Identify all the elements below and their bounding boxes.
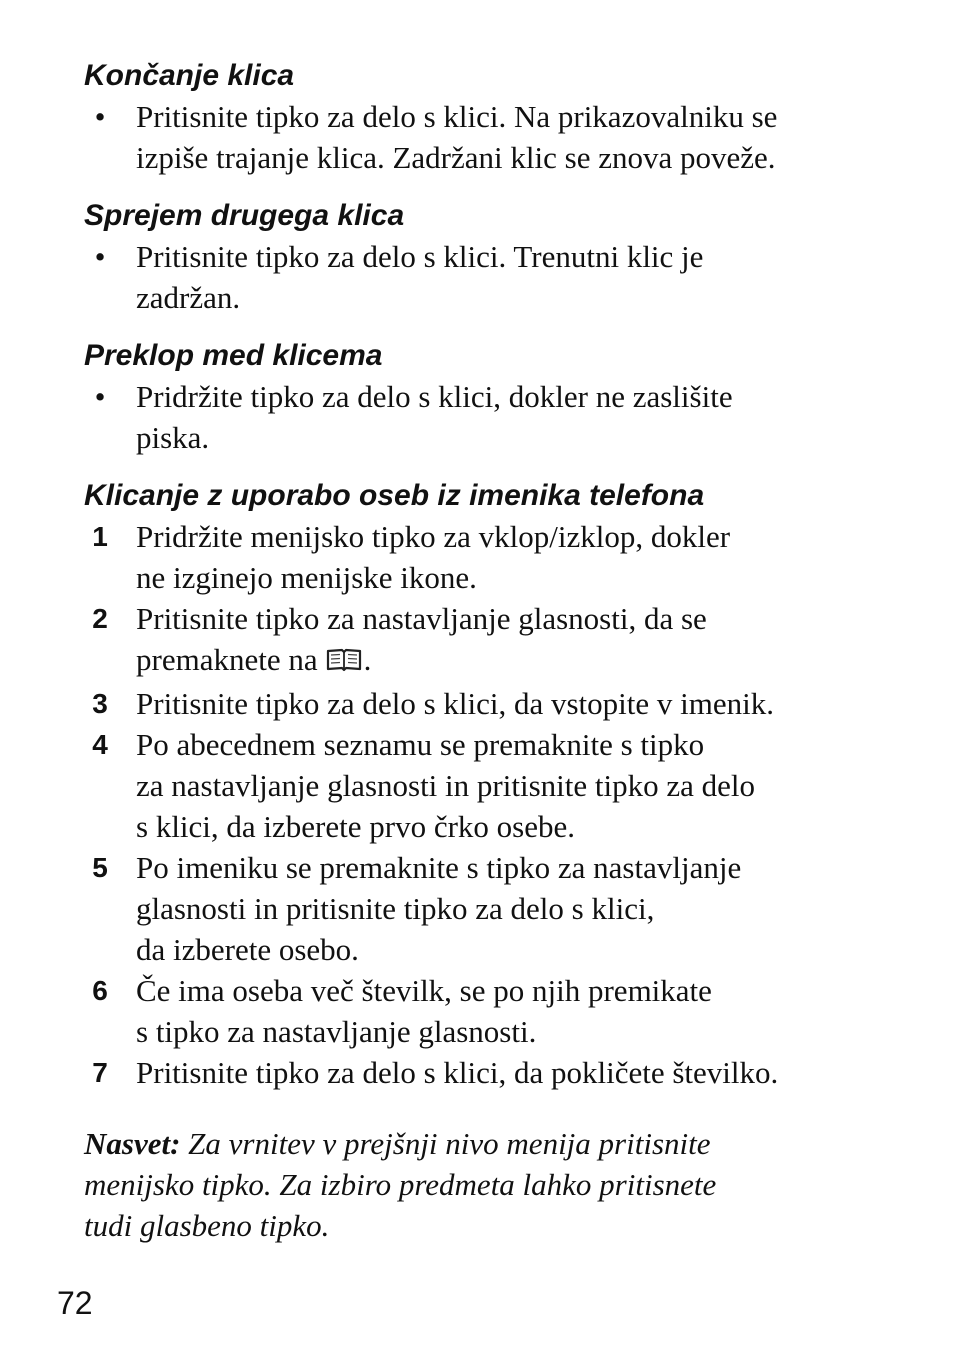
step-text-line: Pritisnite tipko za delo s klici, da pokličete številko.: [136, 1055, 779, 1090]
step-text-fragment: .: [363, 642, 372, 677]
section-heading: Končanje klica: [84, 59, 295, 92]
step-item: [84, 683, 894, 724]
bullet-marker: •: [94, 239, 106, 274]
tip-text-line: [84, 1123, 894, 1164]
bullet-list: [84, 236, 894, 318]
step-text-line: s tipko za nastavljanje glasnosti.: [136, 1014, 537, 1049]
tip-note: [84, 1123, 894, 1246]
step-text-line: glasnosti in pritisnite tipko za delo s klici,: [136, 891, 655, 926]
step-number: 3: [92, 688, 108, 719]
page-number: 72: [57, 1285, 93, 1321]
manual-page: [84, 56, 894, 1246]
tip-text-line: tudi glasbeno tipko.: [84, 1208, 330, 1243]
phonebook-icon: [326, 642, 362, 683]
step-item: [84, 516, 894, 598]
section-switch-calls: [84, 336, 894, 458]
step-text-line: Pridržite menijsko tipko za vklop/izklop, dokler: [136, 519, 731, 554]
step-number: 1: [92, 521, 108, 552]
step-item: [84, 724, 894, 847]
item-text-line: Pritisnite tipko za delo s klici. Na prikazovalniku se: [136, 99, 778, 134]
step-item: [84, 970, 894, 1052]
step-text-line-with-icon: [136, 639, 894, 683]
tip-text-line: menijsko tipko. Za izbiro predmeta lahko pritisnete: [84, 1167, 717, 1202]
step-text-line: s klici, da izberete prvo črko osebe.: [136, 809, 575, 844]
step-number: 4: [92, 729, 108, 760]
section-phonebook-calling: [84, 476, 894, 1093]
bullet-marker: •: [94, 99, 106, 134]
bullet-marker: •: [94, 379, 106, 414]
step-text-line: Pritisnite tipko za delo s klici, da vstopite v imenik.: [136, 686, 774, 721]
section-second-call: [84, 196, 894, 318]
step-item: [84, 1052, 894, 1093]
step-text-line: Če ima oseba več številk, se po njih premikate: [136, 973, 712, 1008]
step-text-line: Pritisnite tipko za nastavljanje glasnosti, da se: [136, 601, 707, 636]
step-text-line: za nastavljanje glasnosti in pritisnite tipko za delo: [136, 768, 755, 803]
list-item: [84, 96, 894, 178]
step-text-line: da izberete osebo.: [136, 932, 359, 967]
bullet-list: [84, 376, 894, 458]
section-ending-call: [84, 56, 894, 178]
tip-text-fragment: Za vrnitev v prejšnji nivo menija pritisnite: [180, 1126, 711, 1161]
step-number: 5: [92, 852, 108, 883]
step-number: 6: [92, 975, 108, 1006]
bullet-list: [84, 96, 894, 178]
list-item: [84, 236, 894, 318]
list-item: [84, 376, 894, 458]
section-heading: Sprejem drugega klica: [84, 199, 405, 232]
section-heading: Preklop med klicema: [84, 339, 383, 372]
numbered-steps: [84, 516, 894, 1093]
step-text-line: ne izginejo menijske ikone.: [136, 560, 477, 595]
step-number: 7: [92, 1057, 108, 1088]
step-number: 2: [92, 603, 108, 634]
step-item: [84, 847, 894, 970]
item-text-line: zadržan.: [136, 280, 241, 315]
step-text-line: Po abecednem seznamu se premaknite s tipko: [136, 727, 705, 762]
step-text-line: Po imeniku se premaknite s tipko za nastavljanje: [136, 850, 742, 885]
section-heading: Klicanje z uporabo oseb iz imenika telefona: [84, 479, 705, 512]
step-text-fragment: premaknete na: [136, 642, 318, 677]
step-item: [84, 598, 894, 683]
item-text-line: Pridržite tipko za delo s klici, dokler ne zaslišite: [136, 379, 733, 414]
tip-label: Nasvet:: [84, 1126, 181, 1161]
item-text-line: Pritisnite tipko za delo s klici. Trenutni klic je: [136, 239, 704, 274]
item-text-line: izpiše trajanje klica. Zadržani klic se znova poveže.: [136, 140, 776, 175]
item-text-line: piska.: [136, 420, 210, 455]
